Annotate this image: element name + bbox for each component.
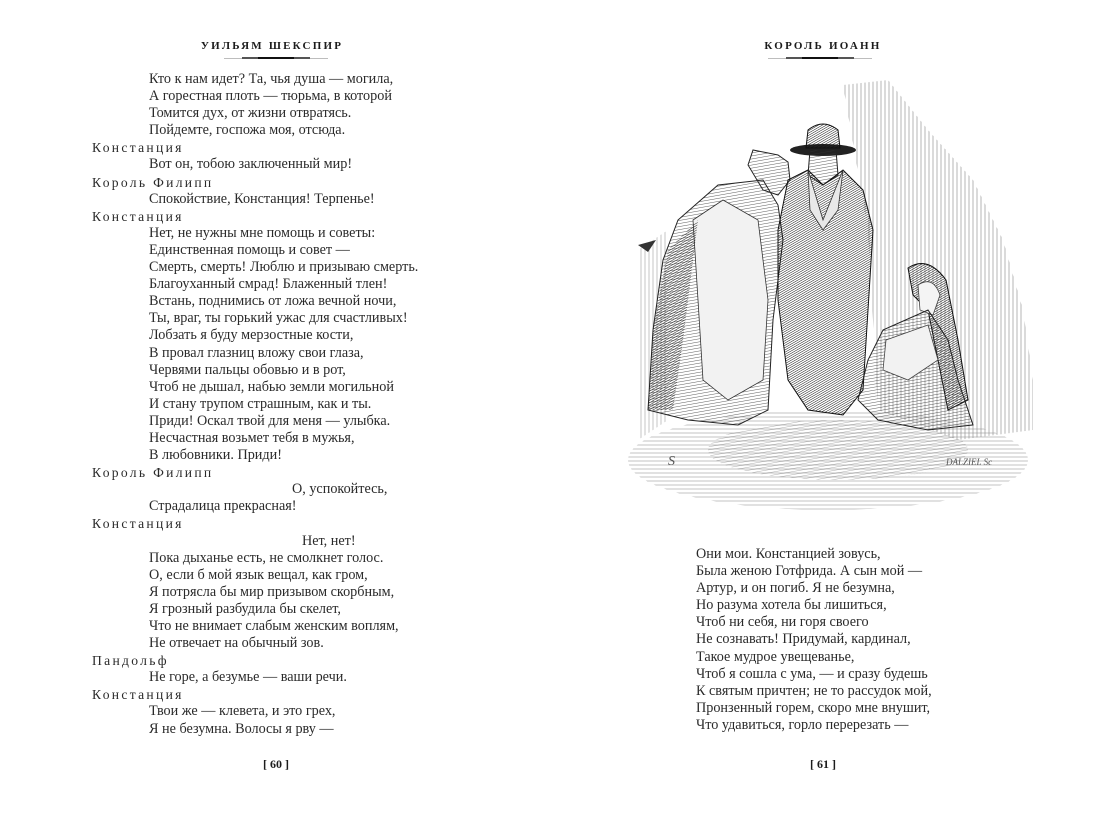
running-head-title: КОРОЛЬ ИОАНН: [764, 40, 882, 52]
verse-line: Страдалица прекрасная!: [149, 498, 297, 515]
verse-line: Благоуханный смрад! Блаженный тлен!: [149, 276, 388, 293]
header-rule: [224, 57, 328, 60]
verse-line: И стану трупом страшным, как и ты.: [149, 395, 372, 412]
verse-line: Что удавиться, горло перерезать —: [696, 716, 909, 733]
verse-line: Я грозный разбудила бы скелет,: [149, 600, 341, 617]
verse-line: Я не безумна. Волосы я рву —: [149, 720, 334, 737]
verse-line: Вот он, тобою заключенный мир!: [149, 156, 353, 173]
verse-line: Приди! Оскал твой для меня — улыбка.: [149, 412, 391, 429]
verse-line: Нет, нет!: [302, 532, 356, 549]
verse-line: Твои же — клевета, и это грех,: [149, 703, 336, 720]
verse-line: Спокойствие, Констанция! Терпенье!: [149, 190, 375, 207]
speaker-name: Констанция: [92, 687, 184, 703]
verse-line: О, успокойтесь,: [292, 481, 388, 498]
page-number: [ 60 ]: [263, 757, 289, 771]
speaker-name: Констанция: [92, 516, 184, 532]
verse-line: К святым причтен; не то рассудок мой,: [696, 682, 932, 699]
verse-line: Единственная помощь и совет —: [149, 241, 350, 258]
svg-text:S: S: [668, 454, 675, 469]
verse-line: Но разума хотела бы лишиться,: [696, 597, 887, 614]
speaker-name: Король Филипп: [92, 174, 214, 190]
verse-line: Пронзенный горем, скоро мне внушит,: [696, 699, 931, 716]
verse-line: Пойдемте, госпожа моя, отсюда.: [149, 122, 346, 139]
verse-line: Пока дыханье есть, не смолкнет голос.: [149, 549, 384, 566]
verse-line: Была женою Готфрида. А сын мой —: [696, 563, 923, 580]
verse-line: Чтоб ни себя, ни горя своего: [696, 614, 869, 631]
verse-line: Лобзать я буду мерзостные кости,: [149, 327, 354, 344]
verse-line: Несчастная возьмет тебя в мужья,: [149, 429, 355, 446]
right-page: [550, 0, 1100, 825]
verse-line: Чтоб не дышал, набью земли могильной: [149, 378, 394, 395]
verse-line: Нет, не нужны мне помощь и советы:: [149, 224, 376, 241]
verse-line: А горестная плоть — тюрьма, в которой: [149, 88, 392, 105]
play-text: [696, 546, 1056, 734]
verse-line: Томится дух, от жизни отвратясь.: [149, 105, 352, 122]
verse-line: В любовники. Приди!: [149, 447, 282, 464]
verse-line: Не сознавать! Придумай, кардинал,: [696, 631, 911, 648]
speaker-name: Констанция: [92, 208, 184, 224]
verse-line: Не отвечает на обычный зов.: [149, 635, 324, 652]
verse-line: О, если б мой язык вещал, как гром,: [149, 566, 368, 583]
speaker-name: Король Филипп: [92, 465, 214, 481]
speaker-name: Констанция: [92, 140, 184, 156]
verse-line: Не горе, а безумье — ваши речи.: [149, 669, 347, 686]
verse-line: Кто к нам идет? Та, чья душа — могила,: [149, 71, 394, 87]
verse-line: Чтоб я сошла с ума, — и сразу будешь: [696, 665, 928, 682]
svg-text:DALZIEL Sc: DALZIEL Sc: [946, 457, 993, 467]
speaker-name: Пандольф: [92, 653, 169, 669]
running-head-author: УИЛЬЯМ ШЕКСПИР: [200, 40, 344, 52]
verse-line: Артур, и он погиб. Я не безумна,: [696, 580, 895, 597]
engraving-illustration: [628, 80, 1048, 520]
verse-line: Такое мудрое увещеванье,: [696, 648, 855, 665]
verse-line: Они мои. Констанцией зовусь,: [696, 546, 881, 562]
verse-line: Смерть, смерть! Люблю и призываю смерть.: [149, 259, 419, 276]
play-text: [92, 71, 492, 738]
verse-line: Встань, поднимись от ложа вечной ночи,: [149, 293, 397, 310]
verse-line: Я потрясла бы мир призывом скорбным,: [149, 583, 395, 600]
verse-line: Червями пальцы обовью и в рот,: [149, 361, 346, 378]
page-number: [ 61 ]: [810, 757, 836, 771]
verse-line: Ты, враг, ты горький ужас для счастливых!: [149, 310, 408, 327]
header-rule: [768, 57, 872, 60]
verse-line: Что не внимает слабым женским воплям,: [149, 618, 399, 634]
verse-line: В провал глазниц вложу свои глаза,: [149, 344, 364, 361]
